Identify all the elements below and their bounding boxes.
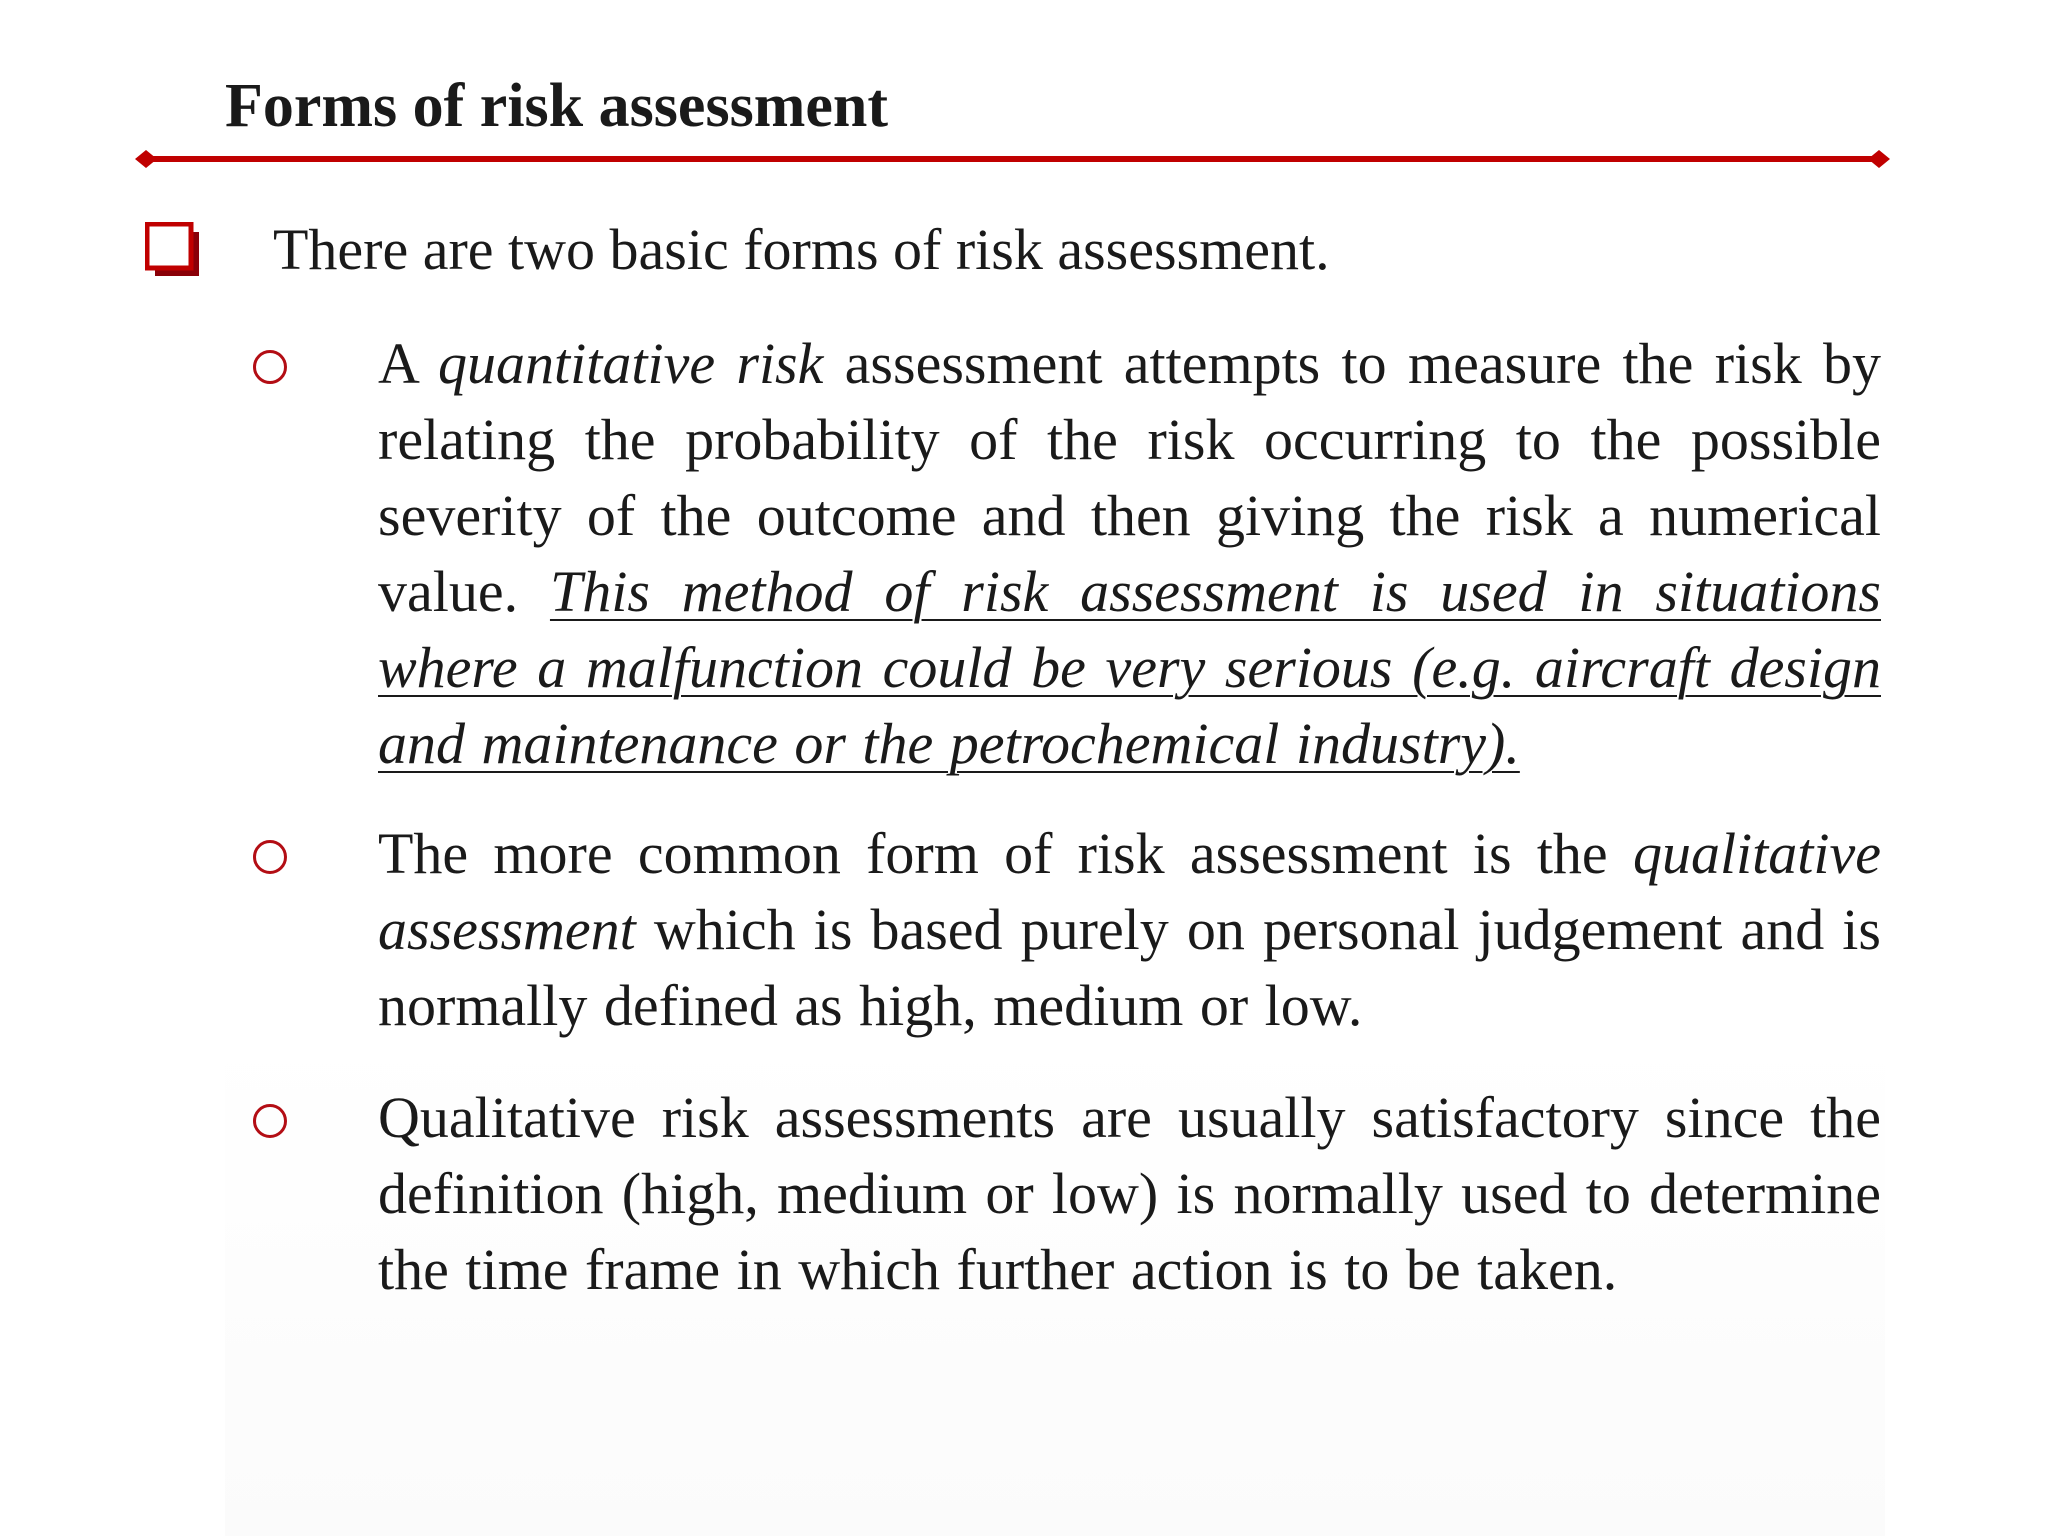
- intro-bullet: [145, 212, 1885, 292]
- slide-title: Forms of risk assessment: [225, 72, 888, 140]
- list-item-text: [378, 326, 1881, 782]
- circle-bullet-icon: [253, 1104, 287, 1138]
- item-body: assessment attempts to measure the risk by relating the probability of the risk occurring to the possible severity of the outcome and then giving the risk a numerical value.: [378, 331, 1881, 624]
- item-lead: The more common form of risk assessment is the: [378, 821, 1633, 886]
- list-item-text: [378, 816, 1881, 1044]
- intro-text: There are two basic forms of risk assessment.: [273, 217, 1330, 282]
- item-body: which is based purely on personal judgement and is normally defined as high, medium or low.: [378, 897, 1881, 1038]
- item-term: quantitative risk: [438, 331, 824, 396]
- item-example: This method of risk assessment is used in situations where a malfunction could be very serious (e.g. aircraft design and maintenance or the petrochemical industry).: [378, 559, 1881, 776]
- square-bullet-icon: [145, 222, 201, 278]
- item-lead: A: [378, 331, 438, 396]
- title-divider: [135, 148, 1890, 170]
- circle-bullet-icon: [253, 350, 287, 384]
- list-item-text: Qualitative risk assessments are usually satisfactory since the definition (high, medium or low) is normally used to determine the time frame in which further action is to be taken.: [378, 1085, 1881, 1302]
- circle-bullet-icon: [253, 840, 287, 874]
- item-term: qualitative assessment: [378, 821, 1881, 962]
